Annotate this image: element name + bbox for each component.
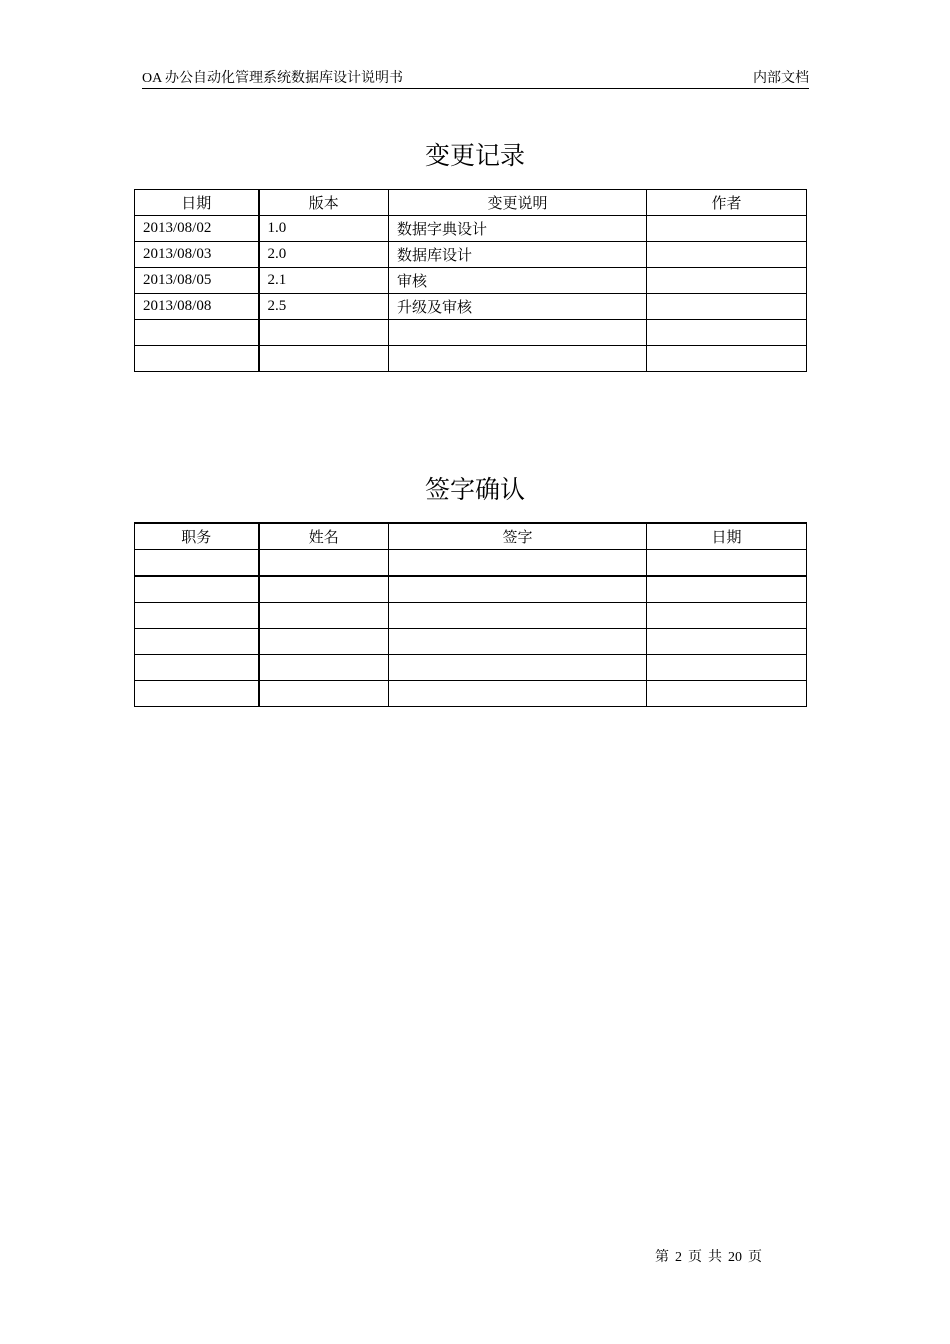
current-page: 2 — [675, 1250, 682, 1265]
table-row — [135, 603, 807, 629]
classification-label: 内部文档 — [753, 71, 809, 86]
table-row — [135, 216, 807, 242]
cell-description — [389, 346, 647, 372]
column-header-author: 作者 — [647, 190, 807, 216]
table-row — [135, 576, 807, 603]
cell-description: 审核 — [389, 268, 647, 294]
cell-date: 2013/08/08 — [135, 294, 259, 320]
cell-version: 1.0 — [259, 216, 389, 242]
cell-name — [259, 655, 389, 681]
cell-description: 升级及审核 — [389, 294, 647, 320]
cell-author — [647, 294, 807, 320]
cell-date — [135, 346, 259, 372]
cell-version — [259, 320, 389, 346]
change-log-table — [134, 189, 807, 372]
cell-date — [647, 629, 807, 655]
cell-author — [647, 320, 807, 346]
table-row — [135, 242, 807, 268]
cell-name — [259, 550, 389, 577]
cell-position — [135, 550, 259, 577]
page-header — [142, 70, 809, 89]
change-log-title: 变更记录 — [424, 143, 525, 170]
sign-off-title: 签字确认 — [424, 477, 525, 504]
cell-author — [647, 268, 807, 294]
table-header-row — [135, 190, 807, 216]
table-row — [135, 629, 807, 655]
page-number — [655, 1249, 768, 1267]
cell-description: 数据库设计 — [389, 242, 647, 268]
table-row — [135, 294, 807, 320]
table-header-row — [135, 523, 807, 550]
cell-version: 2.0 — [259, 242, 389, 268]
cell-date — [647, 681, 807, 707]
table-row — [135, 320, 807, 346]
cell-signature — [389, 655, 647, 681]
cell-date: 2013/08/05 — [135, 268, 259, 294]
cell-date — [647, 603, 807, 629]
total-label: 共 — [708, 1250, 722, 1265]
cell-name — [259, 576, 389, 603]
cell-name — [259, 603, 389, 629]
column-header-name: 姓名 — [259, 523, 389, 550]
cell-date: 2013/08/03 — [135, 242, 259, 268]
cell-version — [259, 346, 389, 372]
cell-author — [647, 242, 807, 268]
column-header-signature: 签字 — [389, 523, 647, 550]
cell-date — [647, 655, 807, 681]
column-header-position: 职务 — [135, 523, 259, 550]
cell-date — [647, 550, 807, 577]
cell-name — [259, 681, 389, 707]
cell-position — [135, 655, 259, 681]
column-header-date: 日期 — [135, 190, 259, 216]
cell-author — [647, 346, 807, 372]
cell-position — [135, 681, 259, 707]
page-prefix: 第 — [655, 1250, 669, 1265]
page-mid: 页 — [688, 1250, 702, 1265]
table-row — [135, 681, 807, 707]
column-header-date: 日期 — [647, 523, 807, 550]
table-row — [135, 346, 807, 372]
page-suffix: 页 — [748, 1250, 762, 1265]
cell-signature — [389, 576, 647, 603]
table-row — [135, 268, 807, 294]
cell-date: 2013/08/02 — [135, 216, 259, 242]
total-pages: 20 — [728, 1250, 742, 1265]
cell-version: 2.5 — [259, 294, 389, 320]
cell-date — [647, 576, 807, 603]
cell-description: 数据字典设计 — [389, 216, 647, 242]
column-header-description: 变更说明 — [389, 190, 647, 216]
cell-signature — [389, 681, 647, 707]
cell-version: 2.1 — [259, 268, 389, 294]
cell-date — [135, 320, 259, 346]
cell-position — [135, 603, 259, 629]
cell-signature — [389, 550, 647, 577]
cell-name — [259, 629, 389, 655]
cell-description — [389, 320, 647, 346]
cell-author — [647, 216, 807, 242]
column-header-version: 版本 — [259, 190, 389, 216]
document-title: OA 办公自动化管理系统数据库设计说明书 — [142, 71, 403, 86]
cell-signature — [389, 629, 647, 655]
sign-off-table — [134, 522, 807, 707]
cell-signature — [389, 603, 647, 629]
table-row — [135, 655, 807, 681]
cell-position — [135, 629, 259, 655]
table-row — [135, 550, 807, 577]
cell-position — [135, 576, 259, 603]
